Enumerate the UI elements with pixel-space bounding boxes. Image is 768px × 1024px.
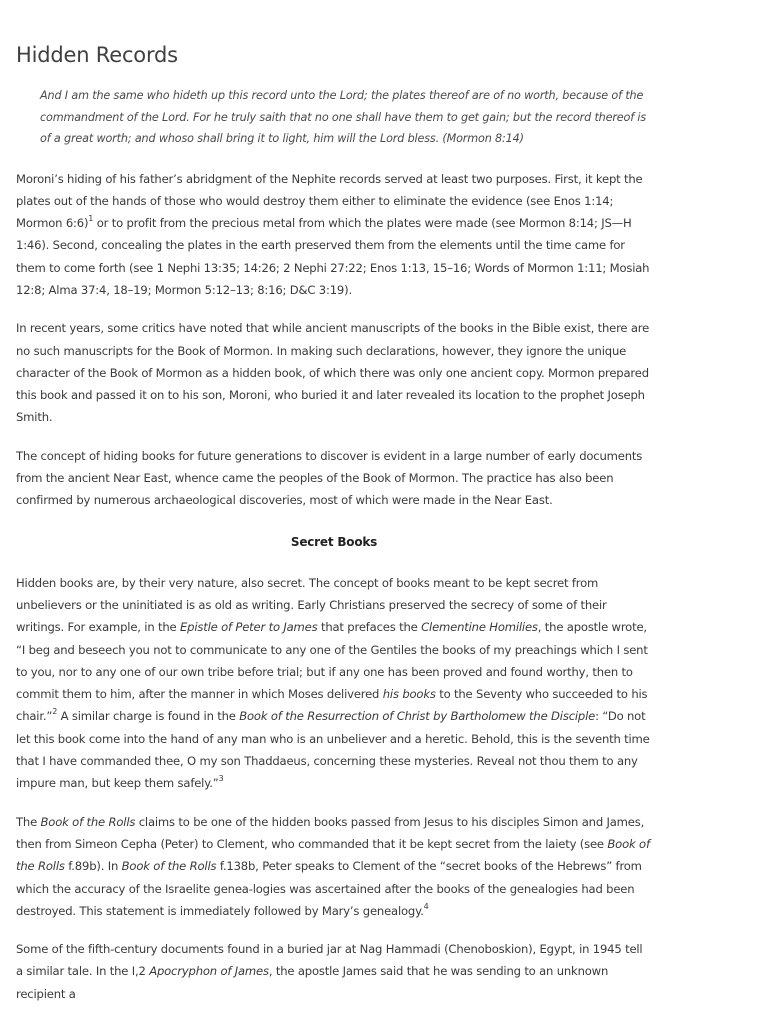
title-book-of-rolls-1: Book of the Rolls [40, 814, 136, 829]
title-clementine-homilies: Clementine Homilies [421, 620, 538, 635]
paragraph-5-text-d: f.138b, Peter speaks to Clement of the “secret books of the Hebrews” from which the accuracy of the Israelite genea-logies was ascertained after the books of the genealogies had been destroyed. This statement is immediately followed by Mary’s genealogy. [16, 859, 642, 918]
paragraph-5-text-a: The [16, 814, 41, 829]
paragraph-6-text-b: , the apostle James said that he was sending to an unknown recipient a [16, 964, 609, 1001]
section-heading-secret-books: Secret Books [290, 534, 378, 549]
paragraph-4-text-e: A similar charge is found in the [57, 709, 240, 724]
paragraph-5 [16, 811, 652, 922]
epigraph-quote: And I am the same who hideth up this record unto the Lord; the plates thereof are of no worth, because of the commandment of the Lord. For he truly saith that no one shall have them to get gain; but the record thereof is of a great worth; and whoso shall bring it to light, him will the Lord bless. (Mormon 8:14) [40, 89, 647, 145]
footnote-ref-3[interactable]: 3 [218, 774, 224, 784]
paragraph-1-text-a: Moroni’s hiding of his father’s abridgment of the Nephite records served at least two purposes. First, it kept the plates out of the hands of those who would destroy them either to eliminate the evidence (see Enos 1:14; Mormon 6:6) [16, 171, 643, 231]
paragraph-5-text-c: f.89b). In [64, 859, 122, 874]
paragraph-5-text-b: claims to be one of the hidden books passed from Jesus to his disciples Simon and James, then from Simeon Cepha (Peter) to Clement, who commanded that it be kept secret from the laiety (see [16, 814, 645, 851]
paragraph-4-text-b: that prefaces the [317, 620, 422, 635]
paragraph-4 [16, 572, 652, 795]
title-book-of-resurrection: Book of the Resurrection of Christ by Bartholomew the Disciple [239, 709, 596, 724]
emphasis-his-books: his books [382, 687, 436, 702]
page-title: Hidden Records [16, 43, 178, 67]
paragraph-1-text-b: or to profit from the precious metal from which the plates were made (see Mormon 8:14; JS—H 1:46). Second, concealing the plates in the earth preserved them from the elements until the time came for them to come forth (see 1 Nephi 13:35; 14:26; 2 Nephi 27:22; Enos 1:13, 15–16; Words of Mormon 1:11; Mosiah 12:8; Alma 37:4, 18–19; Mormon 5:12–13; 8:16; D&C 3:19). [16, 216, 650, 297]
title-apocryphon-of-james: Apocryphon of James [149, 964, 269, 979]
paragraph-1 [16, 168, 652, 302]
footnote-ref-4[interactable]: 4 [423, 901, 429, 911]
paragraph-4-text-f: : “Do not let this book come into the hand of any man who is an unbeliever and a heretic. Behold, this is the seventh time that I have commanded thee, O my son Thaddaeus, concerning these mysteries. Reveal not thou them to any impure man, but keep them safely.” [16, 709, 650, 791]
paragraph-4-text-d: to the Seventy who succeeded to his chair.” [16, 687, 648, 724]
footnote-ref-1[interactable]: 1 [88, 214, 94, 224]
footnote-ref-2[interactable]: 2 [52, 707, 58, 717]
paragraph-2: In recent years, some critics have noted that while ancient manuscripts of the books in the Bible exist, there are no such manuscripts for the Book of Mormon. In making such declarations, however, they ignore the unique character of the Book of Mormon as a hidden book, of which there was only one ancient copy. Mormon prepared this book and passed it on to his son, Moroni, who buried it and later revealed its location to the prophet Joseph Smith. [16, 321, 650, 425]
paragraph-4-text-c: , the apostle wrote, “I beg and beseech you not to communicate to any one of the Gentiles the books of my preachings which I sent to you, nor to any one of our own tribe before trial; but if any one has been proved and found worthy, then to commit them to him, after the manner in which Moses delivered [16, 620, 648, 702]
paragraph-4-text-a: Hidden books are, by their very nature, also secret. The concept of books meant to be kept secret from unbelievers or the uninitiated is as old as writing. Early Christians preserved the secrecy of some of their writings. For example, in the [16, 575, 607, 635]
paragraph-6 [16, 938, 652, 1005]
paragraph-6-text-a: Some of the fifth-century documents found in a buried jar at Nag Hammadi (Chenoboskion), Egypt, in 1945 tell a similar tale. In the I,2 [16, 942, 643, 979]
title-book-of-rolls-3: Book of the Rolls [121, 859, 217, 874]
title-epistle-of-peter: Epistle of Peter to James [180, 620, 318, 635]
title-book-of-rolls-2: Book of the Rolls [16, 836, 650, 874]
paragraph-3: The concept of hiding books for future generations to discover is evident in a large number of early documents from the ancient Near East, whence came the peoples of the Book of Mormon. The practice has also been confirmed by numerous archaeological discoveries, most of which were made in the Near East. [16, 448, 643, 508]
